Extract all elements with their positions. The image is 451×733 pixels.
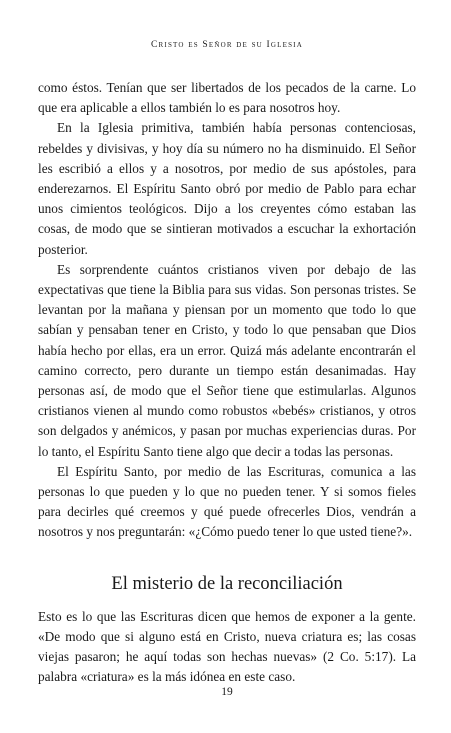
paragraph: Esto es lo que las Escrituras dicen que hemos de exponer a la gente. «De modo que si alguno está en Cristo, nueva criatura es; las cosas viejas pasaron; he aquí todas son hechas nuevas» (2 Co. 5:17). La palabra «criatura» es la más idónea en este caso. [38,608,416,685]
paragraph: El Espíritu Santo, por medio de las Escrituras, comunica a las personas lo que pueden y lo que no pueden tener. Y si somos fieles para decirles qué creemos y qué puede ofrecerles Dios, vendrán a nosotros y nos preguntarán: «¿Cómo puedo tener lo que usted tiene?». [38,463,416,540]
running-head: Cristo es Señor de su Iglesia [151,40,303,50]
section-heading: El misterio de la reconciliación [111,573,343,594]
book-page [38,0,416,733]
paragraph: como éstos. Tenían que ser libertados de los pecados de la carne. Lo que era aplicable a ellos también lo es para nosotros hoy. [38,80,416,116]
body-text [38,78,416,687]
paragraph: Es sorprendente cuántos cristianos viven por debajo de las expectativas que tiene la Biblia para sus vidas. Son personas tristes. Se levantan por la mañana y piensan por un momento que todo lo que sabían y pensaban tener en Cristo, y todo lo que pensaban que Dios había hecho por ellas, era un error. Quizá más adelante encontrarán el camino correcto, pero durante un tiempo están desanimadas. Hay personas así, de modo que el Señor tiene que estimularlas. Algunos cristianos vienen al mundo como robustos «bebés» cristianos, y otros son delgados y anémicos, y pasan por muchas experiencias duras. Por lo tanto, el Espíritu Santo tiene algo que decir a todas las personas. [38,261,416,459]
paragraph: En la Iglesia primitiva, también había personas contenciosas, rebeldes y divisivas, y hoy día su número no ha disminuido. El Señor les escribió a ellos y a nosotros, por medio de sus apóstoles, para enderezarnos. El Espíritu Santo obró por medio de Pablo para echar unos cimientos teológicos. Dijo a los creyentes cómo estaban las cosas, de modo que se sintieran motivados a escuchar la exhortación posterior. [38,120,416,257]
page-number: 19 [221,686,233,698]
